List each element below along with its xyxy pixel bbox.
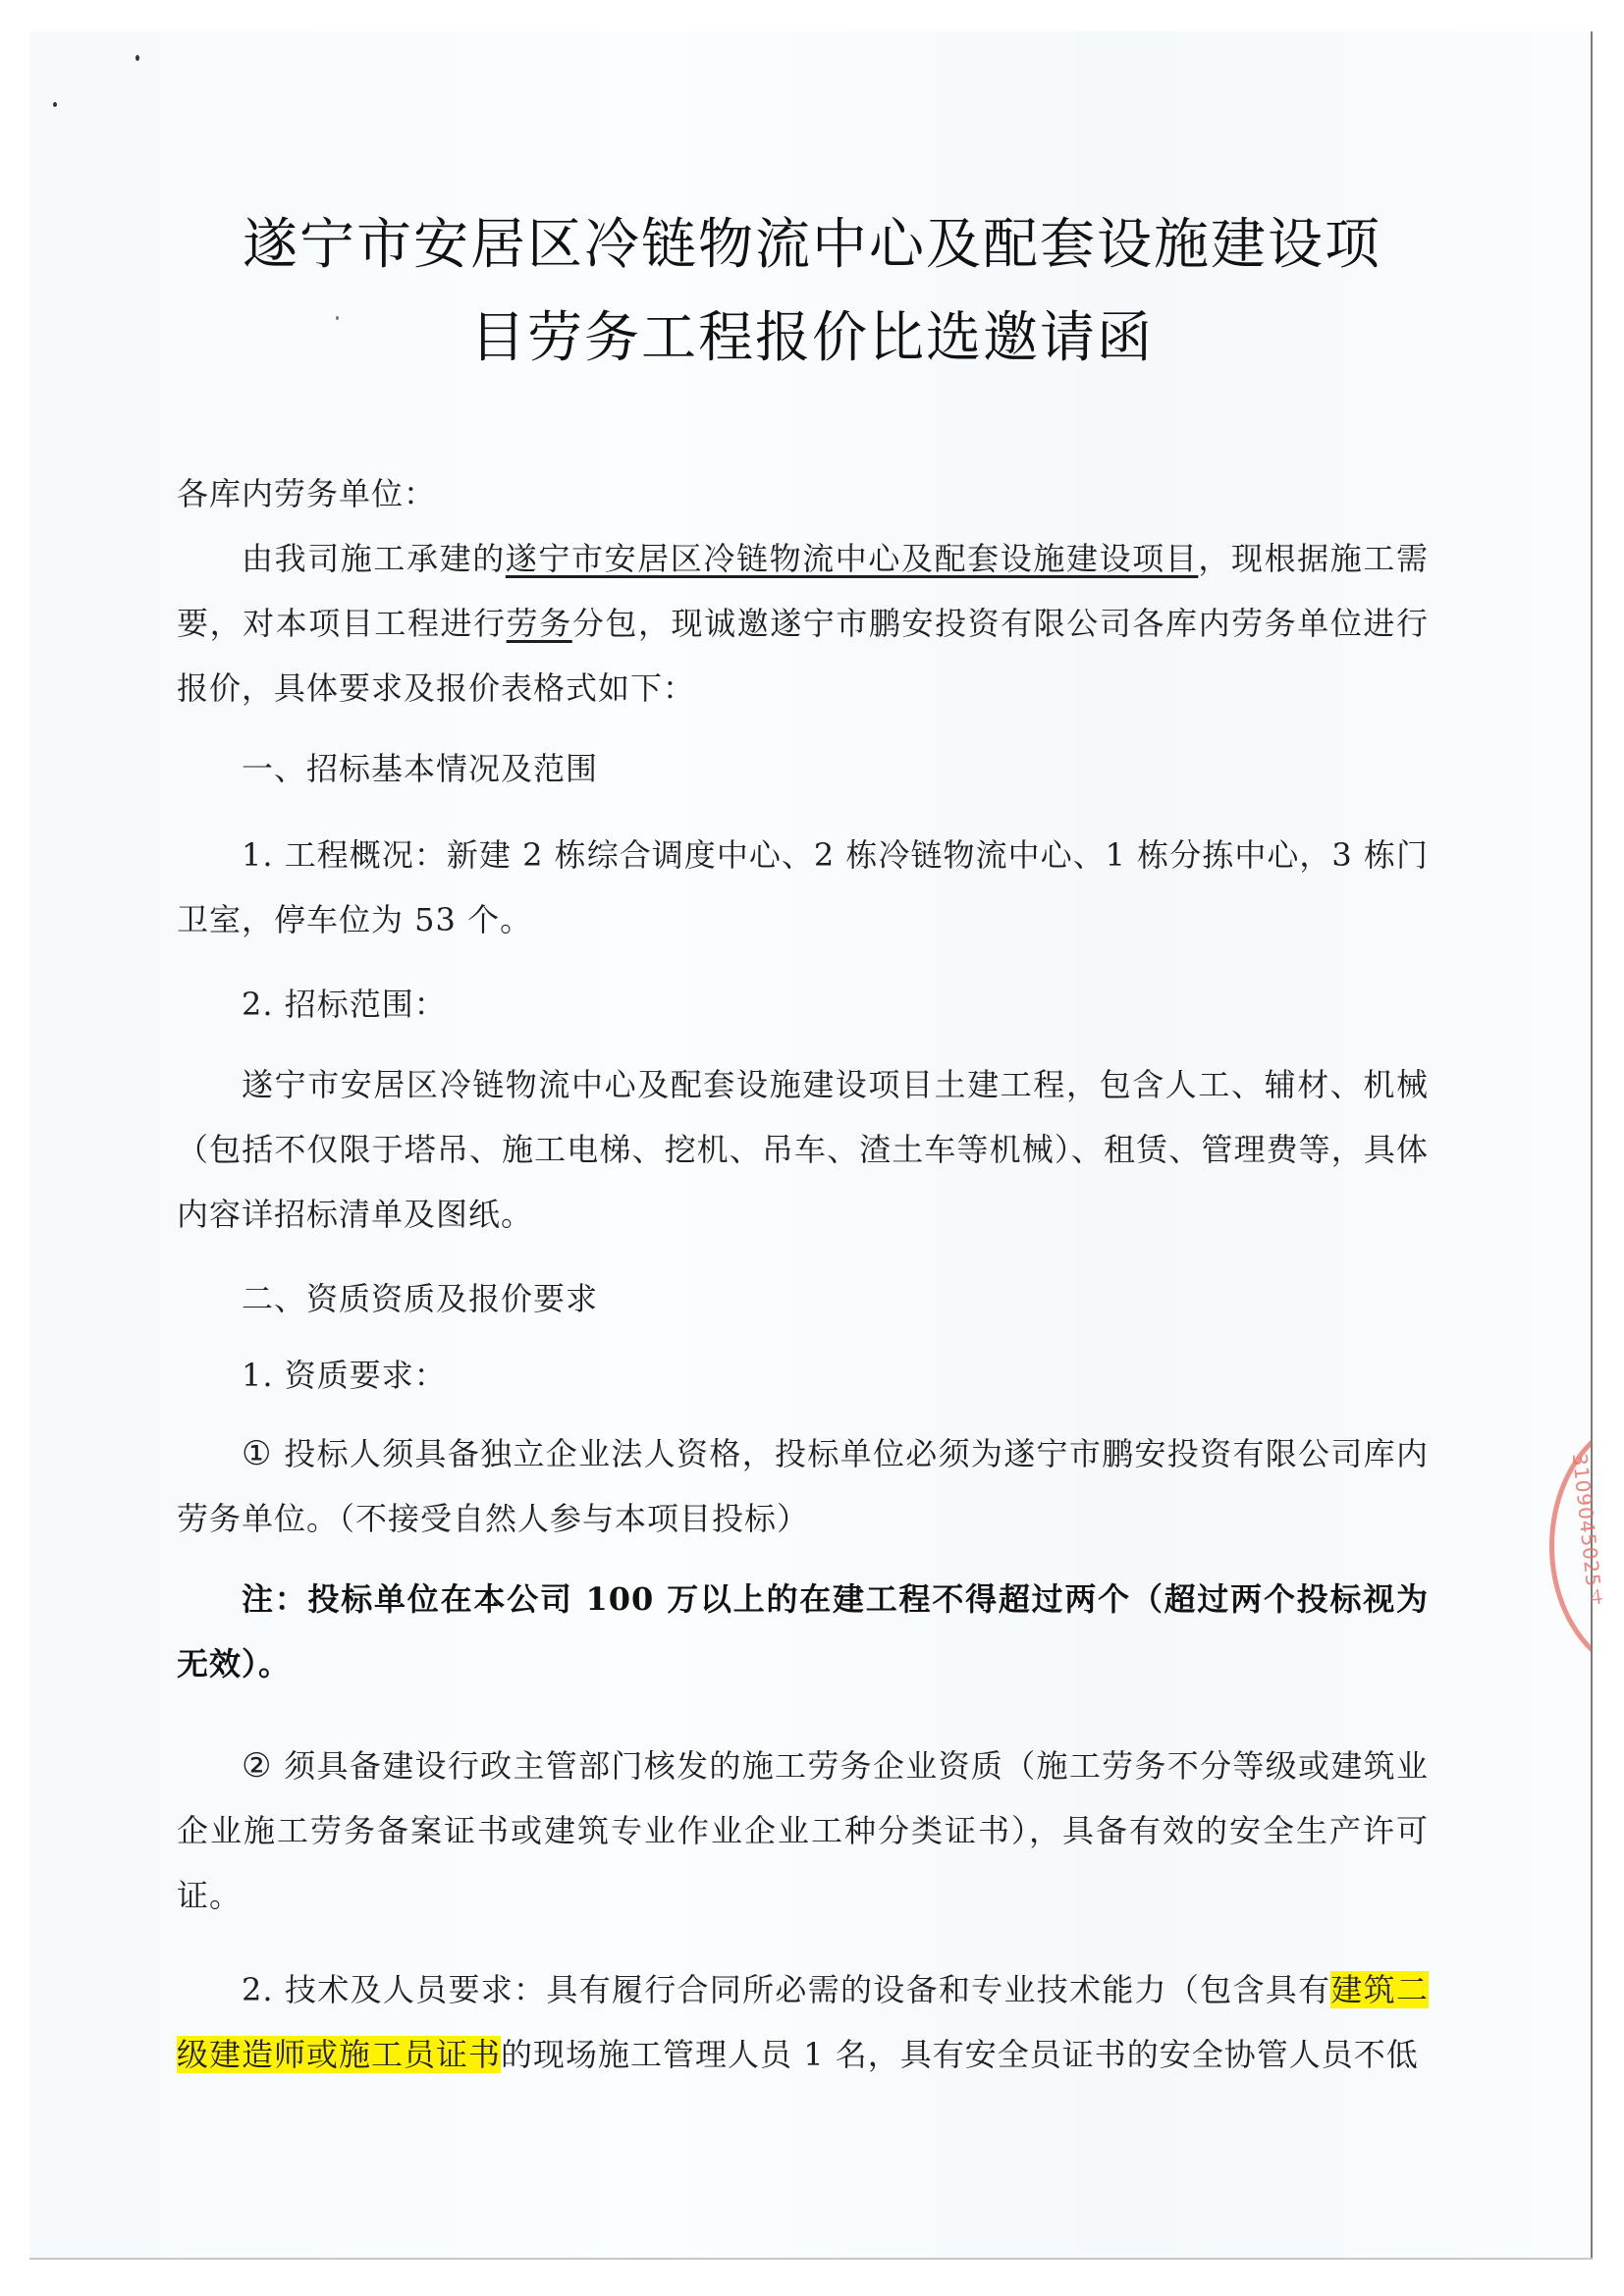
requirement-2 bbox=[177, 1734, 1429, 1928]
section2-item2 bbox=[177, 1957, 1429, 2087]
intro-suffix: 分包，现诚邀遂宁市鹏安投资有限公司各库内劳务单位进行报价，具体要求及报价表格式如下： bbox=[177, 605, 1429, 707]
circled-two-marker: ② bbox=[242, 1746, 273, 1786]
project-name-underlined: 遂宁市安居区冷链物流中心及配套设施建设项目 bbox=[505, 540, 1199, 577]
scan-speck bbox=[53, 102, 57, 107]
bold-note: 注：投标单位在本公司 100 万以上的在建工程不得超过两个（超过两个投标视为无效）。 bbox=[177, 1580, 1429, 1682]
salutation: 各库内劳务单位： bbox=[177, 475, 437, 512]
intro-middle: ，现根据施工需要，对本项目工程进行 bbox=[177, 540, 1429, 642]
highlighted-certificate-text: 建筑二级建造师或施工员证书 bbox=[177, 1971, 1429, 2073]
section2-heading: 二、资质资质及报价要求 bbox=[242, 1280, 599, 1317]
section2-item1-label: 1. 资质要求： bbox=[242, 1357, 447, 1394]
document-title-line1: 遂宁市安居区冷链物流中心及配套设施建设项 bbox=[243, 213, 1381, 277]
requirement-1 bbox=[177, 1421, 1429, 1551]
document-title-line2: 目劳务工程报价比选邀请函 bbox=[470, 306, 1154, 370]
intro-paragraph bbox=[177, 526, 1429, 721]
circled-one-marker: ① bbox=[242, 1434, 273, 1473]
section1-item1: 1. 工程概况：新建 2 栋综合调度中心、2 栋冷链物流中心、1 栋分拣中心，3 栋门卫室，停车位为 53 个。 bbox=[177, 836, 1429, 938]
intro-prefix: 由我司施工承建的 bbox=[242, 540, 506, 577]
seal-number-fragment: 3109045025４ bbox=[1567, 1452, 1608, 1610]
scan-speck bbox=[135, 55, 139, 61]
section1-item2-label: 2. 招标范围： bbox=[242, 986, 447, 1023]
section1-heading: 一、招标基本情况及范围 bbox=[242, 750, 599, 787]
item2-prefix: 2. 技术及人员要求：具有履行合同所必需的设备和专业技术能力（包含具有 bbox=[242, 1971, 1331, 2008]
section1-item2-body: 遂宁市安居区冷链物流中心及配套设施建设项目土建工程，包含人工、辅材、机械（包括不仅限于塔吊、施工电梯、挖机、吊车、渣土车等机械）、租赁、管理费等，具体内容详招标清单及图纸。 bbox=[177, 1066, 1429, 1233]
requirement-2-text: 须具备建设行政主管部门核发的施工劳务企业资质（施工劳务不分等级或建筑业企业施工劳务备案证书或建筑专业作业企业工种分类证书），具备有效的安全生产许可证。 bbox=[177, 1747, 1429, 1914]
labor-term-underlined: 劳务 bbox=[506, 605, 572, 642]
requirement-1-text: 投标人须具备独立企业法人资格，投标单位必须为遂宁市鹏安投资有限公司库内劳务单位。（不接受自然人参与本项目投标） bbox=[177, 1435, 1429, 1537]
item2-suffix: 的现场施工管理人员 1 名，具有安全员证书的安全协管人员不低 bbox=[501, 2036, 1419, 2073]
